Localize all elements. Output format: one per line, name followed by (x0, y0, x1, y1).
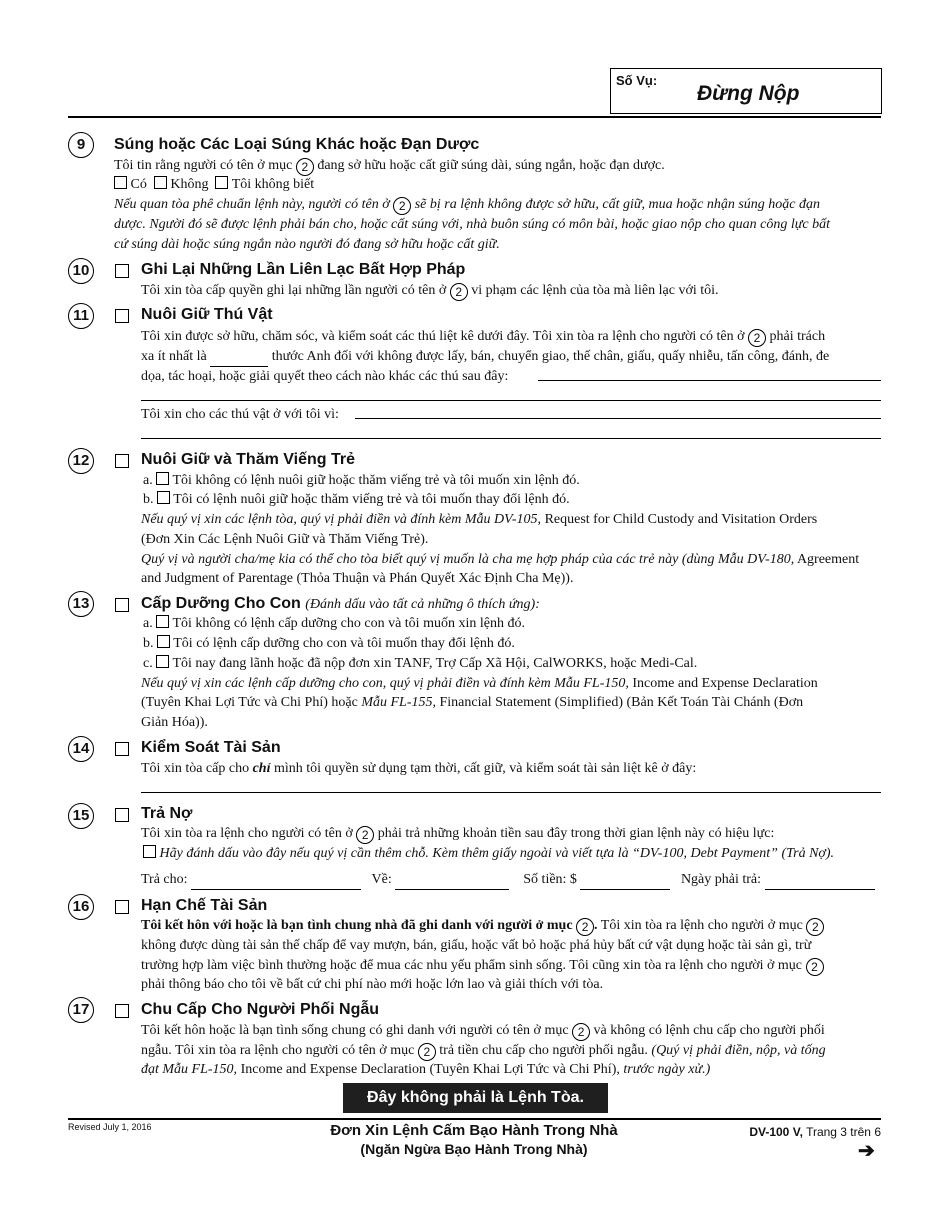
form-subtitle: (Ngăn Ngừa Bạo Hành Trong Nhà) (360, 1141, 588, 1157)
distance-yards-field[interactable] (210, 352, 268, 367)
section-9-line1: Tôi tin rằng người có tên ở mục 2 đang sở hữu hoặc cất giữ súng dài, súng ngắn, hoặc đạn dược. (114, 158, 665, 174)
section-9-note-line2: dược. Người đó sẽ được lệnh phải bán cho, hoặc cất súng với, nhà buôn súng có môn bài, hoặc giao nộp cho quan công lực bất (114, 217, 831, 232)
section-10-line1: Tôi xin tòa cấp quyền ghi lại những lần người có tên ở 2 vi phạm các lệnh của tòa mà liên lạc với tôi. (141, 283, 719, 299)
party-2-circle: 2 (806, 958, 824, 976)
section-14-checkbox[interactable] (115, 742, 129, 756)
section-number-12: 12 (68, 448, 94, 474)
section-11-line2: xa ít nhất là thước Anh đối với không được lấy, bán, chuyển giao, thế chân, giấu, quấy nhiễu, tấn công, đánh, đe (141, 347, 829, 367)
section-17-line2: ngẫu. Tôi xin tòa ra lệnh cho người có tên ở mục 2 trả tiền chu cấp cho người phối ngẫu. (Quý vị phải điền, nộp, và tống (141, 1043, 826, 1059)
party-2-circle: 2 (450, 283, 468, 301)
section-13-option-c: c. Tôi nay đang lãnh hoặc đã nộp đơn xin TANF, Trợ Cấp Xã Hội, CalWORKS, hoặc Medi-Cal. (143, 656, 698, 671)
not-court-order-banner: Đây không phải là Lệnh Tòa. (343, 1083, 608, 1113)
form-title: Đơn Xin Lệnh Cấm Bạo Hành Trong Nhà (330, 1122, 618, 1139)
section-16-line1: Tôi kết hôn với hoặc là bạn tình chung nhà đã ghi danh với người ở mục 2 . Tôi xin tòa ra lệnh cho người ở mục 2 (141, 916, 824, 936)
section-number-11: 11 (68, 303, 94, 329)
section-17-line3: đạt Mẫu FL-150, Income and Expense Declaration (Tuyên Khai Lợi Tức và Chi Phí), trước ngày xử.) (141, 1062, 711, 1077)
section-9-note-line1: Nếu quan tòa phê chuẩn lệnh này, người có tên ở 2 sẽ bị ra lệnh không được sở hữu, cất giữ, mua hoặc nhận súng hoặc đạn (114, 197, 821, 213)
section-12-note-line1: Nếu quý vị xin các lệnh tòa, quý vị phải điền và đính kèm Mẫu DV-105, Request for Child Custody and Visitation Orders (141, 512, 818, 527)
section-number-9: 9 (68, 132, 94, 158)
amount-field[interactable] (580, 875, 670, 890)
section-13-option-a: a. Tôi không có lệnh cấp dưỡng cho con và tôi muốn xin lệnh đó. (143, 616, 525, 631)
section-16-line3: trường hợp làm việc bình thường hoặc để mua các nhu yếu phẩm sinh sống. Tôi cũng xin tòa ra lệnh cho người ở mục 2 (141, 956, 824, 976)
form-id: DV-100 V, (749, 1125, 803, 1139)
debt-for-field[interactable] (395, 875, 509, 890)
section-14-line1: Tôi xin tòa cấp cho chỉ mình tôi quyền sử dụng tạm thời, cất giữ, và kiểm soát tài sản liệt kê ở đây: (141, 761, 697, 776)
section-15-line1: Tôi xin tòa ra lệnh cho người có tên ở 2 phải trả những khoản tiền sau đây trong thời gian lệnh này có hiệu lực: (141, 826, 775, 842)
form-page-info (700, 1125, 881, 1139)
firearms-unknown-checkbox[interactable] (215, 176, 228, 189)
case-number-label: Số Vụ: (616, 73, 658, 88)
section-17-title: Chu Cấp Cho Người Phối Ngẫu (141, 1001, 380, 1018)
due-date-field[interactable] (765, 875, 875, 890)
section-16-line4: phải thông báo cho tôi về bất cứ chi phí nào mới hoặc lớn lao và giải thích với tòa. (141, 977, 604, 992)
next-page-arrow-icon: ➔ (858, 1140, 875, 1162)
section-17-line1: Tôi kết hôn hoặc là bạn tình sống chung có ghi danh với người có tên ở mục 2 và không có lệnh chu cấp cho người phối (141, 1023, 825, 1039)
party-2-circle: 2 (356, 826, 374, 844)
footer-divider (68, 1118, 881, 1120)
section-16-checkbox[interactable] (115, 900, 129, 914)
section-16-title: Hạn Chế Tài Sản (141, 897, 268, 914)
section-10-title: Ghi Lại Những Lần Liên Lạc Bất Hợp Pháp (141, 261, 466, 278)
section-14-title: Kiểm Soát Tài Sản (141, 739, 281, 756)
revised-date: Revised July 1, 2016 (68, 1122, 152, 1132)
party-2-circle: 2 (576, 918, 594, 936)
party-2-circle: 2 (296, 158, 314, 176)
support-change-order-checkbox[interactable] (157, 635, 170, 648)
custody-change-order-checkbox[interactable] (157, 491, 170, 504)
section-11-line3: dọa, tác hoại, hoặc giải quyết theo cách nào khác các thú sau đây: (141, 369, 509, 384)
animals-reason-field-2[interactable] (141, 438, 881, 439)
section-13-checkbox[interactable] (115, 598, 129, 612)
section-9-options: Có Không Tôi không biết (114, 175, 314, 195)
section-13-note-line2: (Tuyên Khai Lợi Tức và Chi Phí) hoặc Mẫu FL-155, Financial Statement (Simplified) (Bản Kết Toán Tài Chánh (Đơn (141, 695, 804, 710)
section-12-title: Nuôi Giữ và Thăm Viếng Trẻ (141, 451, 356, 468)
section-number-17: 17 (68, 997, 94, 1023)
debt-extra-space-checkbox[interactable] (143, 845, 156, 858)
section-13-subtitle: (Đánh dấu vào tất cả những ô thích ứng): (305, 597, 540, 612)
page-number: Trang 3 trên 6 (806, 1125, 881, 1139)
section-15-line2: Hãy đánh dấu vào đây nếu quý vị cần thêm chỗ. Kèm thêm giấy ngoài và viết tựa là “DV-100, Debt Payment” (Trả Nợ). (143, 844, 834, 864)
header-divider (68, 116, 881, 118)
section-17-checkbox[interactable] (115, 1004, 129, 1018)
section-9-title: Súng hoặc Các Loại Súng Khác hoặc Đạn Dược (114, 136, 480, 153)
section-10-checkbox[interactable] (115, 264, 129, 278)
section-number-15: 15 (68, 803, 94, 829)
party-2-circle: 2 (418, 1043, 436, 1061)
case-number-box (610, 68, 882, 114)
section-11-checkbox[interactable] (115, 309, 129, 323)
section-11-title: Nuôi Giữ Thú Vật (141, 306, 273, 323)
animals-reason-field[interactable] (355, 418, 881, 419)
section-13-option-b: b. Tôi có lệnh cấp dưỡng cho con và tôi muốn thay đổi lệnh đó. (143, 636, 515, 651)
section-9-note-line3: cứ súng dài hoặc súng ngắn nào người đó đang sở hữu hoặc cất giữ. (114, 237, 500, 252)
case-number-value: Đừng Nộp (697, 82, 800, 105)
section-12-checkbox[interactable] (115, 454, 129, 468)
section-12-note-line2: (Đơn Xin Các Lệnh Nuôi Giữ và Thăm Viếng Trẻ). (141, 532, 429, 547)
section-11-line4: Tôi xin cho các thú vật ở với tôi vì: (141, 407, 339, 422)
firearms-no-checkbox[interactable] (154, 176, 167, 189)
section-number-14: 14 (68, 736, 94, 762)
support-tanf-checkbox[interactable] (156, 655, 169, 668)
section-number-13: 13 (68, 591, 94, 617)
custody-no-order-checkbox[interactable] (156, 472, 169, 485)
section-11-line1: Tôi xin được sở hữu, chăm sóc, và kiểm soát các thú liệt kê dưới đây. Tôi xin tòa ra lệnh cho người có tên ở 2 phải trách (141, 329, 826, 345)
animals-list-field-2[interactable] (141, 400, 881, 401)
section-15-title: Trả Nợ (141, 805, 193, 822)
section-15-payment-row: Trả cho: Về: Số tiền: $ Ngày phải trả: (141, 870, 875, 890)
firearms-yes-checkbox[interactable] (114, 176, 127, 189)
section-12-note-line3: Quý vị và người cha/mẹ kia có thể cho tòa biết quý vị muốn là cha mẹ hợp pháp của các trẻ này (dùng Mẫu DV-180, Agreement (141, 552, 860, 567)
section-16-line2: không được dùng tài sản thế chấp để vay mượn, bán, giấu, hoặc vất bỏ hoặc phá hủy bất cứ vật dụng hoặc tài sản gì, trừ (141, 938, 812, 953)
section-number-16: 16 (68, 894, 94, 920)
section-13-note-line3: Giản Hóa)). (141, 715, 208, 730)
property-list-field[interactable] (141, 792, 881, 793)
animals-list-field[interactable] (538, 380, 881, 381)
support-no-order-checkbox[interactable] (156, 615, 169, 628)
party-2-circle: 2 (806, 918, 824, 936)
section-13-note-line1: Nếu quý vị xin các lệnh cấp dưỡng cho con, quý vị phải điền và đính kèm Mẫu FL-150, Income and Expense Declaration (141, 676, 818, 691)
section-number-10: 10 (68, 258, 94, 284)
section-15-checkbox[interactable] (115, 808, 129, 822)
section-12-option-a: a. Tôi không có lệnh nuôi giữ hoặc thăm viếng trẻ và tôi muốn xin lệnh đó. (143, 473, 580, 488)
section-13-title: Cấp Dưỡng Cho Con (Đánh dấu vào tất cả những ô thích ứng): (141, 595, 540, 612)
section-12-option-b: b. Tôi có lệnh nuôi giữ hoặc thăm viếng trẻ và tôi muốn thay đổi lệnh đó. (143, 492, 570, 507)
pay-to-field[interactable] (191, 875, 361, 890)
party-2-circle: 2 (572, 1023, 590, 1041)
section-12-note-line4: and Judgment of Parentage (Thỏa Thuận và Phán Quyết Xác Định Cha Mẹ)). (141, 571, 574, 586)
party-2-circle: 2 (393, 197, 411, 215)
party-2-circle: 2 (748, 329, 766, 347)
